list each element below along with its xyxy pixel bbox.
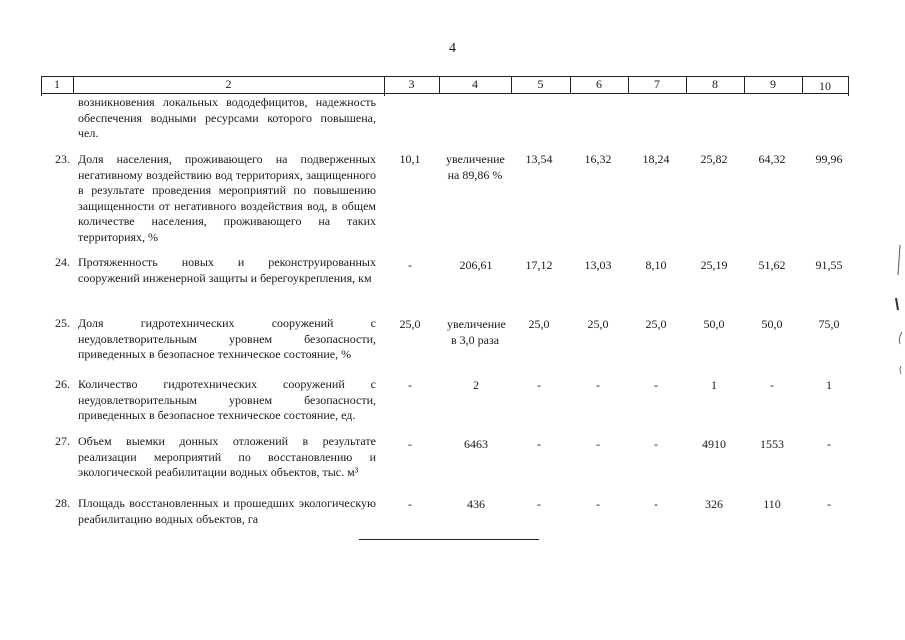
scan-artifact-marks [890, 240, 905, 380]
cell-col5: - [537, 497, 541, 511]
table-border-right [848, 76, 849, 96]
cell-col10: - [827, 497, 831, 511]
column-header: 6 [596, 77, 602, 91]
cell-col6: 16,32 [584, 152, 612, 166]
cell-col7: - [654, 497, 658, 511]
cell-col9: 50,0 [761, 317, 783, 331]
cell-col10: 99,96 [815, 152, 843, 166]
cell-col6: 25,0 [587, 317, 609, 331]
cell-col8: 25,82 [700, 152, 728, 166]
cell-col9: 1553 [760, 437, 784, 451]
row-description: Площадь восстановленных и прошедших экологическую реабилитацию водных объектов, га [78, 496, 376, 526]
row-description: Объем выемки донных отложений в результате реализации мероприятий по восстановлению и экологической реабилитации водных объектов, тыс. м³ [78, 434, 376, 479]
column-header: 5 [537, 77, 544, 91]
column-header: 8 [712, 77, 718, 91]
cell-col7: - [654, 437, 658, 451]
row-number: 24. [55, 255, 70, 269]
cell-col9: 51,62 [758, 258, 786, 272]
cell-col6: - [596, 437, 600, 451]
cell-col3: 25,0 [399, 317, 421, 331]
cell-col9: 64,32 [758, 152, 786, 166]
footer-separator-line [359, 539, 539, 540]
cell-col4: увеличение в 3,0 раза [447, 317, 506, 347]
cell-col3: - [408, 497, 412, 511]
page-number: 4 [449, 41, 456, 56]
cell-col9: 110 [763, 497, 781, 511]
column-header: 7 [654, 77, 660, 91]
cell-col9: - [770, 378, 774, 392]
cell-col7: - [654, 378, 658, 392]
row-number: 26. [55, 377, 70, 391]
row-description: Количество гидротехнических сооружений с неудовлетворительным уровнем безопасности, приведенных в безопасное техническое состояние, ед. [78, 377, 376, 422]
cell-col8: 326 [705, 497, 723, 511]
row-number: 27. [55, 434, 70, 448]
row-number: 23. [55, 152, 70, 166]
cell-col4: 2 [473, 378, 479, 392]
cell-col5: - [537, 378, 541, 392]
row-description: Доля гидротехнических сооружений с неудовлетворительным уровнем безопасности, приведенных в безопасное техническое состояние, % [78, 316, 376, 361]
cell-col8: 1 [711, 378, 717, 392]
cell-col5: 25,0 [528, 317, 550, 331]
cell-col4: 6463 [464, 437, 488, 451]
cell-col6: 13,03 [584, 258, 612, 272]
cell-col6: - [596, 497, 600, 511]
cell-col7: 8,10 [645, 258, 667, 272]
cell-col5: 13,54 [525, 152, 553, 166]
column-header: 1 [54, 77, 60, 91]
cell-col4: 436 [467, 497, 485, 511]
column-header: 4 [472, 77, 478, 91]
cell-col10: - [827, 437, 831, 451]
column-header: 3 [408, 77, 415, 91]
cell-col3: - [408, 437, 412, 451]
cell-col5: - [537, 437, 541, 451]
cell-col8: 50,0 [703, 317, 725, 331]
cell-col7: 25,0 [645, 317, 667, 331]
cell-col8: 25,19 [700, 258, 728, 272]
cell-col5: 17,12 [525, 258, 553, 272]
header-bottom-border [41, 93, 848, 94]
cell-col8: 4910 [702, 437, 726, 451]
column-header: 10 [819, 79, 831, 93]
continuation-text: возникновения локальных вододефицитов, надежность обеспечения водными ресурсами которого повышена, чел. [78, 95, 376, 140]
row-description: Доля населения, проживающего на подверженных негативному воздействию вод территориях, защищенного в результате проведения мероприятий по повышению защищенности от негативного воздействия вод, в общем количестве населения, проживающего на таких территориях, % [78, 152, 376, 244]
row-description: Протяженность новых и реконструированных сооружений инженерной защиты и берегоукрепления, км [78, 255, 376, 285]
column-header: 9 [770, 77, 776, 91]
row-number: 28. [55, 496, 70, 510]
cell-col4: 206,61 [459, 258, 493, 272]
cell-col10: 75,0 [818, 317, 840, 331]
cell-col10: 1 [826, 378, 832, 392]
cell-col7: 18,24 [642, 152, 670, 166]
cell-col3: - [408, 378, 412, 392]
cell-col3: 10,1 [399, 152, 421, 166]
cell-col6: - [596, 378, 600, 392]
row-number: 25. [55, 316, 70, 330]
cell-col3: - [408, 258, 412, 272]
cell-col10: 91,55 [815, 258, 843, 272]
column-header: 2 [225, 77, 232, 91]
cell-col4: увеличение на 89,86 % [446, 152, 505, 182]
